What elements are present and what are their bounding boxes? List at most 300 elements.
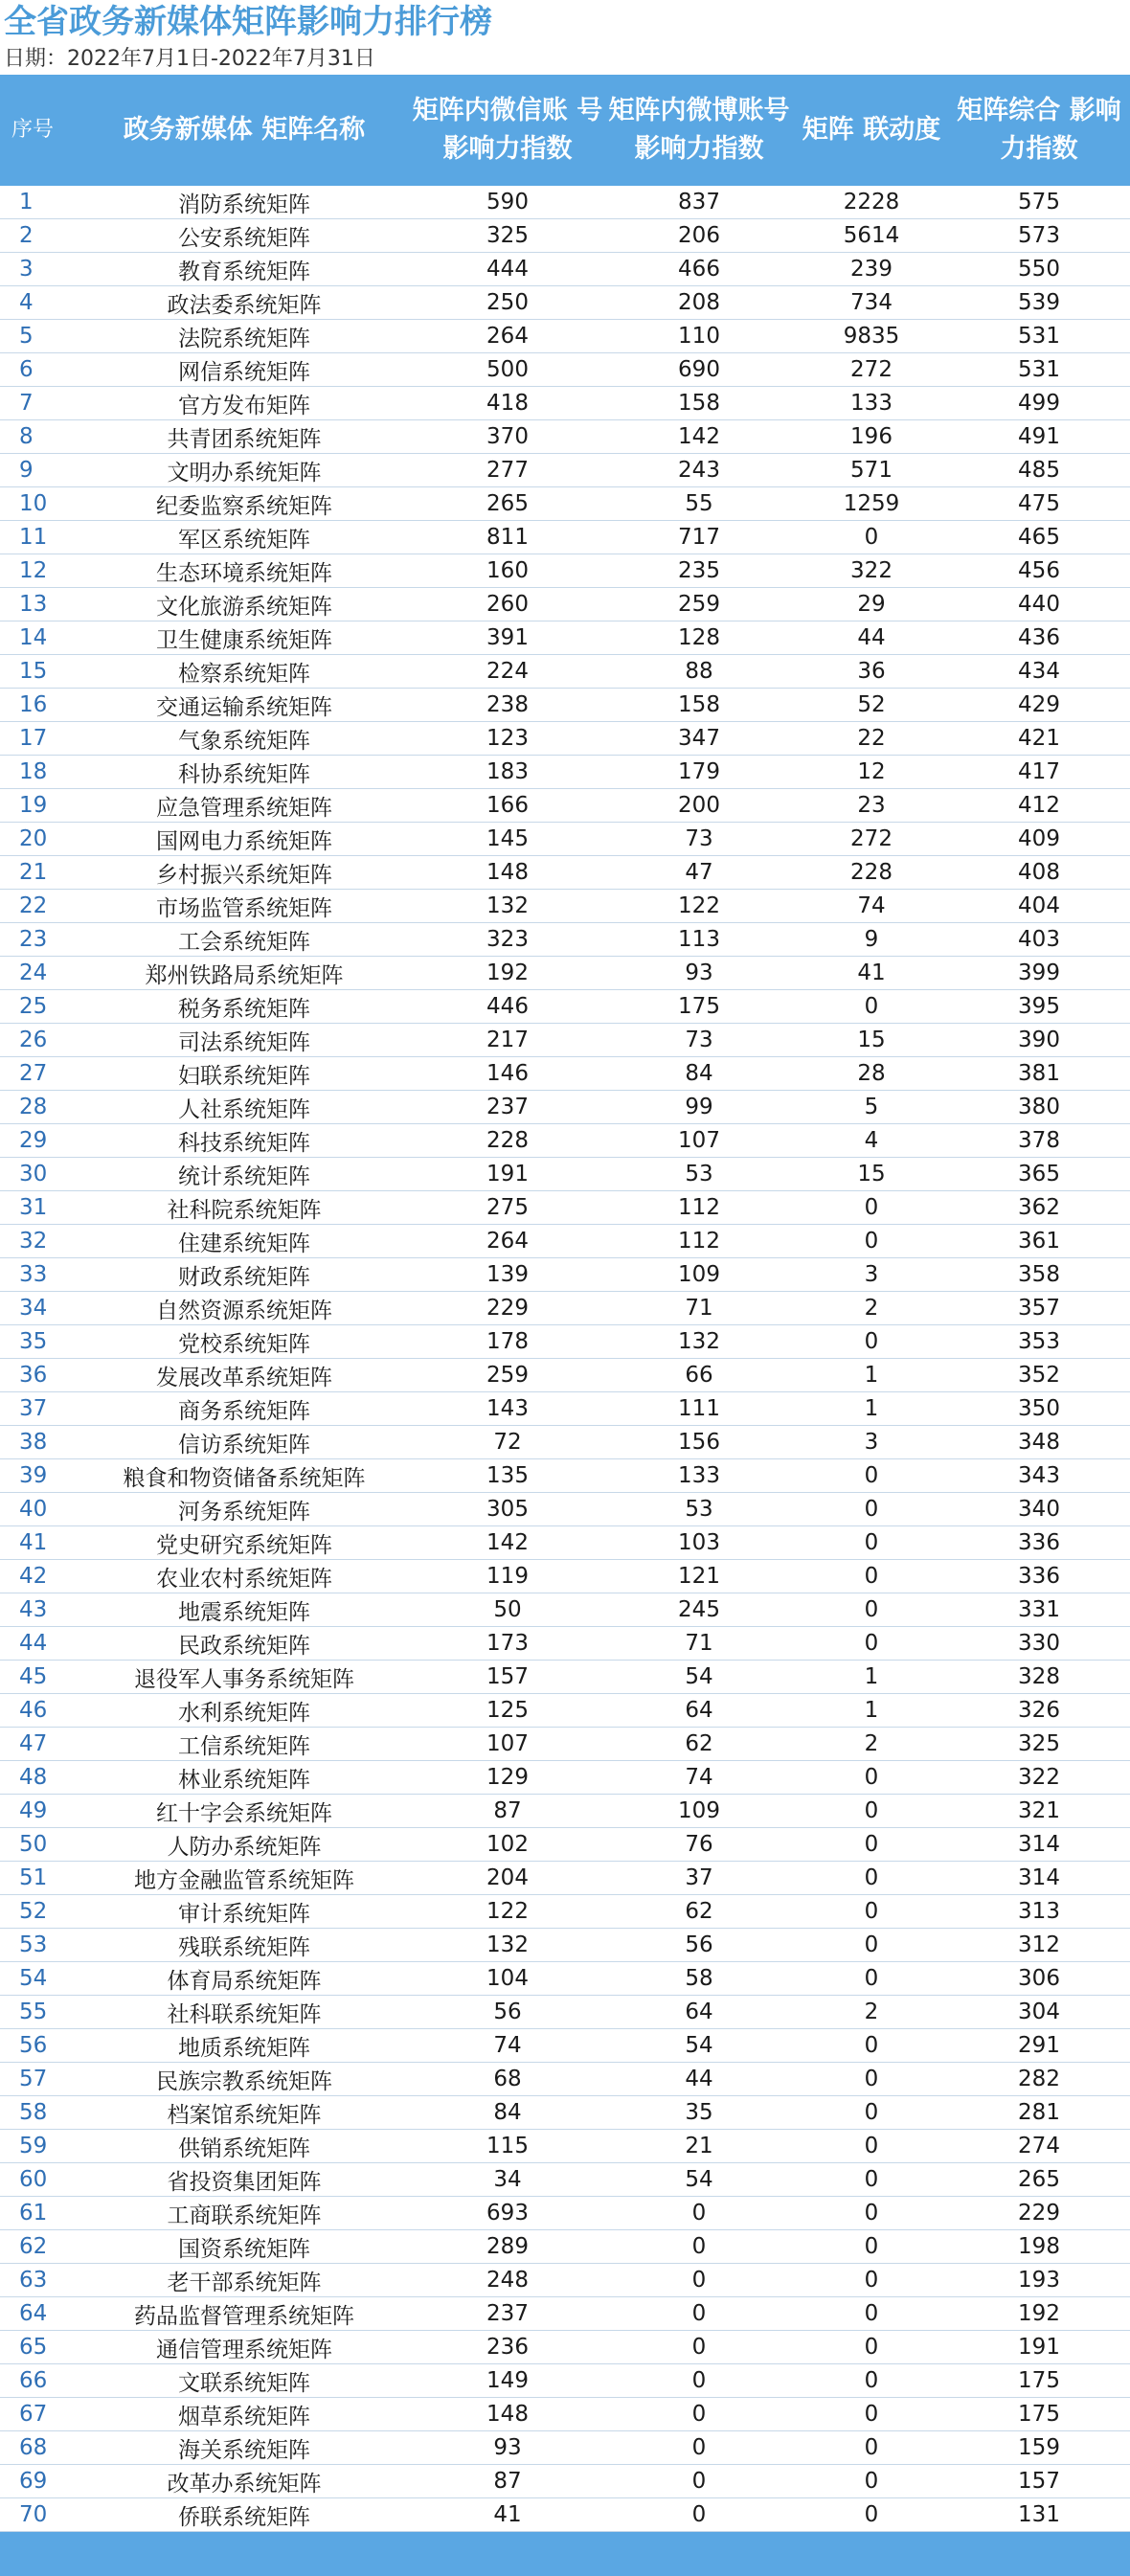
cell-weibo-index: 21 (685, 2134, 713, 2158)
cell-name: 国资系统矩阵 (178, 2236, 310, 2262)
cell-linkage: 12 (857, 759, 886, 784)
table-row (0, 2029, 1130, 2063)
cell-rank: 58 (19, 2100, 48, 2125)
cell-overall-index: 265 (1018, 2167, 1060, 2192)
cell-weibo-index: 206 (678, 223, 720, 248)
cell-wechat-index: 444 (486, 257, 529, 282)
cell-name: 档案馆系统矩阵 (167, 2102, 322, 2128)
cell-wechat-index: 132 (486, 1932, 529, 1957)
cell-overall-index: 282 (1018, 2067, 1060, 2091)
cell-linkage: 4 (864, 1128, 879, 1153)
cell-weibo-index: 121 (678, 1564, 720, 1589)
cell-wechat-index: 391 (486, 625, 529, 650)
cell-name: 科协系统矩阵 (178, 761, 310, 787)
cell-wechat-index: 104 (486, 1966, 529, 1991)
cell-rank: 54 (19, 1966, 48, 1991)
table-row (0, 1158, 1130, 1191)
cell-wechat-index: 56 (493, 2000, 522, 2024)
cell-linkage: 0 (864, 2469, 879, 2494)
cell-name: 社科联系统矩阵 (167, 2001, 322, 2027)
cell-wechat-index: 87 (493, 1798, 522, 1823)
cell-overall-index: 314 (1018, 1865, 1060, 1890)
cell-overall-index: 465 (1018, 525, 1060, 550)
cell-rank: 28 (19, 1095, 48, 1119)
cell-overall-index: 436 (1018, 625, 1060, 650)
cell-wechat-index: 125 (486, 1698, 529, 1723)
cell-name: 人社系统矩阵 (178, 1096, 310, 1122)
cell-weibo-index: 200 (678, 793, 720, 818)
cell-overall-index: 192 (1018, 2301, 1060, 2326)
cell-overall-index: 381 (1018, 1061, 1060, 1086)
cell-linkage: 571 (850, 458, 893, 483)
cell-wechat-index: 590 (486, 190, 529, 215)
cell-name: 共青团系统矩阵 (167, 426, 322, 452)
cell-weibo-index: 54 (685, 2033, 713, 2058)
cell-wechat-index: 265 (486, 491, 529, 516)
table-row (0, 2498, 1130, 2532)
cell-wechat-index: 87 (493, 2469, 522, 2494)
cell-name: 审计系统矩阵 (178, 1901, 310, 1927)
cell-overall-index: 325 (1018, 1731, 1060, 1756)
table-row (0, 957, 1130, 990)
cell-rank: 67 (19, 2402, 48, 2427)
cell-name: 教育系统矩阵 (178, 259, 310, 284)
cell-linkage: 0 (864, 1530, 879, 1555)
cell-linkage: 1 (864, 1363, 879, 1388)
cell-weibo-index: 690 (678, 357, 720, 382)
cell-linkage: 133 (850, 391, 893, 416)
cell-wechat-index: 102 (486, 1832, 529, 1857)
cell-linkage: 44 (857, 625, 886, 650)
cell-name: 科技系统矩阵 (178, 1130, 310, 1156)
cell-linkage: 0 (864, 2167, 879, 2192)
cell-name: 农业农村系统矩阵 (156, 1566, 332, 1592)
cell-overall-index: 353 (1018, 1329, 1060, 1354)
cell-weibo-index: 837 (678, 190, 720, 215)
cell-overall-index: 304 (1018, 2000, 1060, 2024)
cell-wechat-index: 173 (486, 1631, 529, 1656)
cell-name: 郑州铁路局系统矩阵 (145, 962, 344, 988)
cell-weibo-index: 62 (685, 1731, 713, 1756)
table-row (0, 2465, 1130, 2498)
cell-rank: 18 (19, 759, 48, 784)
cell-name: 林业系统矩阵 (178, 1767, 310, 1793)
table-row (0, 2264, 1130, 2297)
column-header-rank: 序号 (0, 75, 77, 186)
cell-rank: 51 (19, 1865, 48, 1890)
cell-wechat-index: 41 (493, 2502, 522, 2527)
cell-rank: 8 (19, 424, 34, 449)
cell-rank: 1 (19, 190, 34, 215)
cell-wechat-index: 259 (486, 1363, 529, 1388)
table-row (0, 2431, 1130, 2465)
cell-rank: 12 (19, 558, 48, 583)
cell-rank: 32 (19, 1229, 48, 1254)
table-row (0, 2096, 1130, 2130)
cell-rank: 65 (19, 2335, 48, 2360)
cell-rank: 31 (19, 1195, 48, 1220)
cell-wechat-index: 204 (486, 1865, 529, 1890)
cell-weibo-index: 109 (678, 1262, 720, 1287)
cell-overall-index: 328 (1018, 1664, 1060, 1689)
table-row (0, 420, 1130, 454)
cell-name: 红十字会系统矩阵 (156, 1800, 332, 1826)
cell-weibo-index: 175 (678, 994, 720, 1019)
cell-name: 纪委监察系统矩阵 (156, 493, 332, 519)
table-row (0, 286, 1130, 320)
cell-weibo-index: 158 (678, 391, 720, 416)
cell-wechat-index: 115 (486, 2134, 529, 2158)
cell-weibo-index: 0 (691, 2435, 707, 2460)
cell-name: 侨联系统矩阵 (178, 2504, 310, 2530)
cell-linkage: 0 (864, 525, 879, 550)
cell-linkage: 0 (864, 1564, 879, 1589)
cell-rank: 19 (19, 793, 48, 818)
cell-overall-index: 499 (1018, 391, 1060, 416)
cell-rank: 45 (19, 1664, 48, 1689)
cell-wechat-index: 260 (486, 592, 529, 617)
column-header-weibo: 矩阵内微博账号 影响力指数 (603, 75, 795, 186)
cell-overall-index: 336 (1018, 1530, 1060, 1555)
cell-wechat-index: 264 (486, 1229, 529, 1254)
table-row (0, 1761, 1130, 1795)
cell-overall-index: 131 (1018, 2502, 1060, 2527)
cell-linkage: 0 (864, 2335, 879, 2360)
cell-overall-index: 326 (1018, 1698, 1060, 1723)
cell-name: 文联系统矩阵 (178, 2370, 310, 2396)
cell-wechat-index: 160 (486, 558, 529, 583)
cell-linkage: 0 (864, 2268, 879, 2293)
cell-rank: 29 (19, 1128, 48, 1153)
cell-wechat-index: 72 (493, 1430, 522, 1455)
cell-wechat-index: 275 (486, 1195, 529, 1220)
cell-wechat-index: 228 (486, 1128, 529, 1153)
cell-name: 公安系统矩阵 (178, 225, 310, 251)
cell-weibo-index: 245 (678, 1597, 720, 1622)
table-row (0, 1292, 1130, 1325)
cell-linkage: 0 (864, 2301, 879, 2326)
cell-name: 军区系统矩阵 (178, 527, 310, 553)
table-body (0, 186, 1130, 2532)
cell-name: 党校系统矩阵 (178, 1331, 310, 1357)
cell-rank: 69 (19, 2469, 48, 2494)
cell-wechat-index: 74 (493, 2033, 522, 2058)
cell-overall-index: 485 (1018, 458, 1060, 483)
cell-weibo-index: 99 (685, 1095, 713, 1119)
cell-overall-index: 175 (1018, 2368, 1060, 2393)
cell-overall-index: 531 (1018, 357, 1060, 382)
cell-weibo-index: 62 (685, 1899, 713, 1924)
cell-rank: 15 (19, 659, 48, 684)
cell-rank: 9 (19, 458, 34, 483)
cell-name: 民族宗教系统矩阵 (156, 2068, 332, 2094)
cell-rank: 10 (19, 491, 48, 516)
cell-rank: 21 (19, 860, 48, 885)
cell-rank: 24 (19, 960, 48, 985)
cell-weibo-index: 156 (678, 1430, 720, 1455)
cell-overall-index: 159 (1018, 2435, 1060, 2460)
cell-wechat-index: 135 (486, 1463, 529, 1488)
cell-wechat-index: 418 (486, 391, 529, 416)
cell-overall-index: 331 (1018, 1597, 1060, 1622)
cell-overall-index: 429 (1018, 692, 1060, 717)
cell-rank: 48 (19, 1765, 48, 1790)
cell-rank: 43 (19, 1597, 48, 1622)
table-row (0, 1828, 1130, 1862)
cell-weibo-index: 66 (685, 1363, 713, 1388)
cell-linkage: 0 (864, 1798, 879, 1823)
cell-linkage: 0 (864, 2234, 879, 2259)
table-row (0, 554, 1130, 588)
cell-weibo-index: 110 (678, 324, 720, 349)
table-row (0, 923, 1130, 957)
cell-weibo-index: 243 (678, 458, 720, 483)
cell-rank: 7 (19, 391, 34, 416)
cell-wechat-index: 264 (486, 324, 529, 349)
cell-linkage: 41 (857, 960, 886, 985)
cell-linkage: 0 (864, 1765, 879, 1790)
cell-name: 体育局系统矩阵 (167, 1968, 322, 1994)
cell-linkage: 2 (864, 1296, 879, 1321)
table-row (0, 1627, 1130, 1661)
cell-linkage: 1 (864, 1698, 879, 1723)
table-row (0, 722, 1130, 756)
cell-name: 卫生健康系统矩阵 (156, 627, 332, 653)
cell-weibo-index: 107 (678, 1128, 720, 1153)
cell-weibo-index: 37 (685, 1865, 713, 1890)
cell-weibo-index: 93 (685, 960, 713, 985)
cell-overall-index: 362 (1018, 1195, 1060, 1220)
cell-rank: 47 (19, 1731, 48, 1756)
table-row (0, 1258, 1130, 1292)
cell-name: 消防系统矩阵 (178, 192, 310, 217)
cell-linkage: 0 (864, 1497, 879, 1522)
cell-wechat-index: 500 (486, 357, 529, 382)
cell-name: 退役军人事务系统矩阵 (134, 1666, 354, 1692)
cell-overall-index: 306 (1018, 1966, 1060, 1991)
cell-weibo-index: 54 (685, 2167, 713, 2192)
cell-weibo-index: 0 (691, 2368, 707, 2393)
cell-linkage: 0 (864, 1463, 879, 1488)
cell-overall-index: 193 (1018, 2268, 1060, 2293)
table-row (0, 1057, 1130, 1091)
cell-weibo-index: 128 (678, 625, 720, 650)
cell-rank: 14 (19, 625, 48, 650)
cell-name: 住建系统矩阵 (178, 1231, 310, 1256)
cell-wechat-index: 237 (486, 2301, 529, 2326)
cell-rank: 52 (19, 1899, 48, 1924)
cell-wechat-index: 122 (486, 1899, 529, 1924)
table-row (0, 1996, 1130, 2029)
cell-overall-index: 475 (1018, 491, 1060, 516)
cell-wechat-index: 323 (486, 927, 529, 952)
cell-rank: 17 (19, 726, 48, 751)
table-row (0, 1526, 1130, 1560)
cell-wechat-index: 139 (486, 1262, 529, 1287)
cell-weibo-index: 0 (691, 2335, 707, 2360)
cell-rank: 20 (19, 826, 48, 851)
cell-linkage: 1 (864, 1396, 879, 1421)
cell-rank: 62 (19, 2234, 48, 2259)
cell-wechat-index: 132 (486, 893, 529, 918)
cell-linkage: 0 (864, 1865, 879, 1890)
cell-rank: 53 (19, 1932, 48, 1957)
cell-weibo-index: 235 (678, 558, 720, 583)
cell-linkage: 2 (864, 1731, 879, 1756)
table-row (0, 1191, 1130, 1225)
cell-wechat-index: 192 (486, 960, 529, 985)
table-row (0, 2063, 1130, 2096)
cell-linkage: 0 (864, 1899, 879, 1924)
cell-wechat-index: 68 (493, 2067, 522, 2091)
cell-linkage: 0 (864, 2502, 879, 2527)
cell-weibo-index: 0 (691, 2469, 707, 2494)
cell-rank: 50 (19, 1832, 48, 1857)
table-row (0, 1091, 1130, 1124)
cell-name: 供销系统矩阵 (178, 2135, 310, 2161)
table-row (0, 454, 1130, 487)
cell-overall-index: 440 (1018, 592, 1060, 617)
cell-wechat-index: 84 (493, 2100, 522, 2125)
table-row (0, 1225, 1130, 1258)
cell-linkage: 0 (864, 2134, 879, 2158)
cell-overall-index: 348 (1018, 1430, 1060, 1455)
cell-weibo-index: 64 (685, 2000, 713, 2024)
cell-linkage: 0 (864, 1597, 879, 1622)
cell-name: 商务系统矩阵 (178, 1398, 310, 1424)
cell-rank: 46 (19, 1698, 48, 1723)
table-row (0, 1359, 1130, 1392)
cell-weibo-index: 0 (691, 2201, 707, 2226)
cell-weibo-index: 84 (685, 1061, 713, 1086)
cell-wechat-index: 34 (493, 2167, 522, 2192)
cell-name: 药品监督管理系统矩阵 (134, 2303, 354, 2329)
table-row (0, 856, 1130, 890)
cell-weibo-index: 53 (685, 1162, 713, 1186)
cell-weibo-index: 132 (678, 1329, 720, 1354)
cell-weibo-index: 103 (678, 1530, 720, 1555)
cell-name: 文明办系统矩阵 (167, 460, 322, 486)
cell-overall-index: 404 (1018, 893, 1060, 918)
cell-linkage: 272 (850, 826, 893, 851)
cell-weibo-index: 112 (678, 1195, 720, 1220)
cell-name: 司法系统矩阵 (178, 1029, 310, 1055)
cell-name: 统计系统矩阵 (178, 1164, 310, 1189)
table-row (0, 1728, 1130, 1761)
cell-rank: 35 (19, 1329, 48, 1354)
cell-rank: 57 (19, 2067, 48, 2091)
cell-overall-index: 390 (1018, 1028, 1060, 1052)
table-row (0, 990, 1130, 1024)
cell-name: 社科院系统矩阵 (167, 1197, 322, 1223)
cell-name: 党史研究系统矩阵 (156, 1532, 332, 1558)
cell-rank: 63 (19, 2268, 48, 2293)
cell-wechat-index: 145 (486, 826, 529, 851)
cell-linkage: 2228 (843, 190, 900, 215)
cell-wechat-index: 119 (486, 1564, 529, 1589)
cell-overall-index: 274 (1018, 2134, 1060, 2158)
cell-overall-index: 412 (1018, 793, 1060, 818)
cell-linkage: 734 (850, 290, 893, 315)
table-row (0, 1962, 1130, 1996)
table-row (0, 1929, 1130, 1962)
cell-linkage: 9835 (843, 324, 900, 349)
cell-weibo-index: 73 (685, 1028, 713, 1052)
cell-overall-index: 321 (1018, 1798, 1060, 1823)
cell-name: 妇联系统矩阵 (178, 1063, 310, 1089)
table-row (0, 689, 1130, 722)
cell-name: 民政系统矩阵 (178, 1633, 310, 1659)
cell-linkage: 28 (857, 1061, 886, 1086)
cell-rank: 33 (19, 1262, 48, 1287)
cell-linkage: 52 (857, 692, 886, 717)
cell-wechat-index: 142 (486, 1530, 529, 1555)
cell-rank: 40 (19, 1497, 48, 1522)
table-row (0, 621, 1130, 655)
cell-name: 交通运输系统矩阵 (156, 694, 332, 720)
cell-overall-index: 531 (1018, 324, 1060, 349)
cell-wechat-index: 107 (486, 1731, 529, 1756)
cell-linkage: 3 (864, 1430, 879, 1455)
cell-weibo-index: 717 (678, 525, 720, 550)
table-row (0, 588, 1130, 621)
cell-wechat-index: 370 (486, 424, 529, 449)
cell-overall-index: 395 (1018, 994, 1060, 1019)
cell-weibo-index: 0 (691, 2502, 707, 2527)
table-row (0, 1124, 1130, 1158)
cell-wechat-index: 693 (486, 2201, 529, 2226)
cell-linkage: 196 (850, 424, 893, 449)
table-row (0, 2230, 1130, 2264)
table-row (0, 1694, 1130, 1728)
cell-overall-index: 313 (1018, 1899, 1060, 1924)
cell-overall-index: 361 (1018, 1229, 1060, 1254)
cell-overall-index: 409 (1018, 826, 1060, 851)
cell-linkage: 36 (857, 659, 886, 684)
cell-weibo-index: 56 (685, 1932, 713, 1957)
cell-overall-index: 434 (1018, 659, 1060, 684)
table-row (0, 219, 1130, 253)
table-row (0, 253, 1130, 286)
cell-linkage: 0 (864, 2201, 879, 2226)
cell-rank: 49 (19, 1798, 48, 1823)
table-row (0, 521, 1130, 554)
cell-wechat-index: 236 (486, 2335, 529, 2360)
footer-bar (0, 2532, 1130, 2576)
cell-rank: 6 (19, 357, 34, 382)
cell-linkage: 15 (857, 1162, 886, 1186)
cell-overall-index: 421 (1018, 726, 1060, 751)
cell-linkage: 0 (864, 994, 879, 1019)
table-row (0, 823, 1130, 856)
cell-overall-index: 191 (1018, 2335, 1060, 2360)
cell-name: 通信管理系统矩阵 (156, 2337, 332, 2362)
table-row (0, 2297, 1130, 2331)
cell-wechat-index: 248 (486, 2268, 529, 2293)
cell-name: 国网电力系统矩阵 (156, 828, 332, 854)
table-row (0, 1795, 1130, 1828)
cell-overall-index: 456 (1018, 558, 1060, 583)
table-row (0, 1392, 1130, 1426)
cell-rank: 44 (19, 1631, 48, 1656)
cell-linkage: 15 (857, 1028, 886, 1052)
cell-name: 地震系统矩阵 (178, 1599, 310, 1625)
column-header-overall: 矩阵综合 影响力指数 (948, 75, 1130, 186)
cell-rank: 16 (19, 692, 48, 717)
cell-rank: 30 (19, 1162, 48, 1186)
cell-overall-index: 312 (1018, 1932, 1060, 1957)
cell-wechat-index: 123 (486, 726, 529, 751)
